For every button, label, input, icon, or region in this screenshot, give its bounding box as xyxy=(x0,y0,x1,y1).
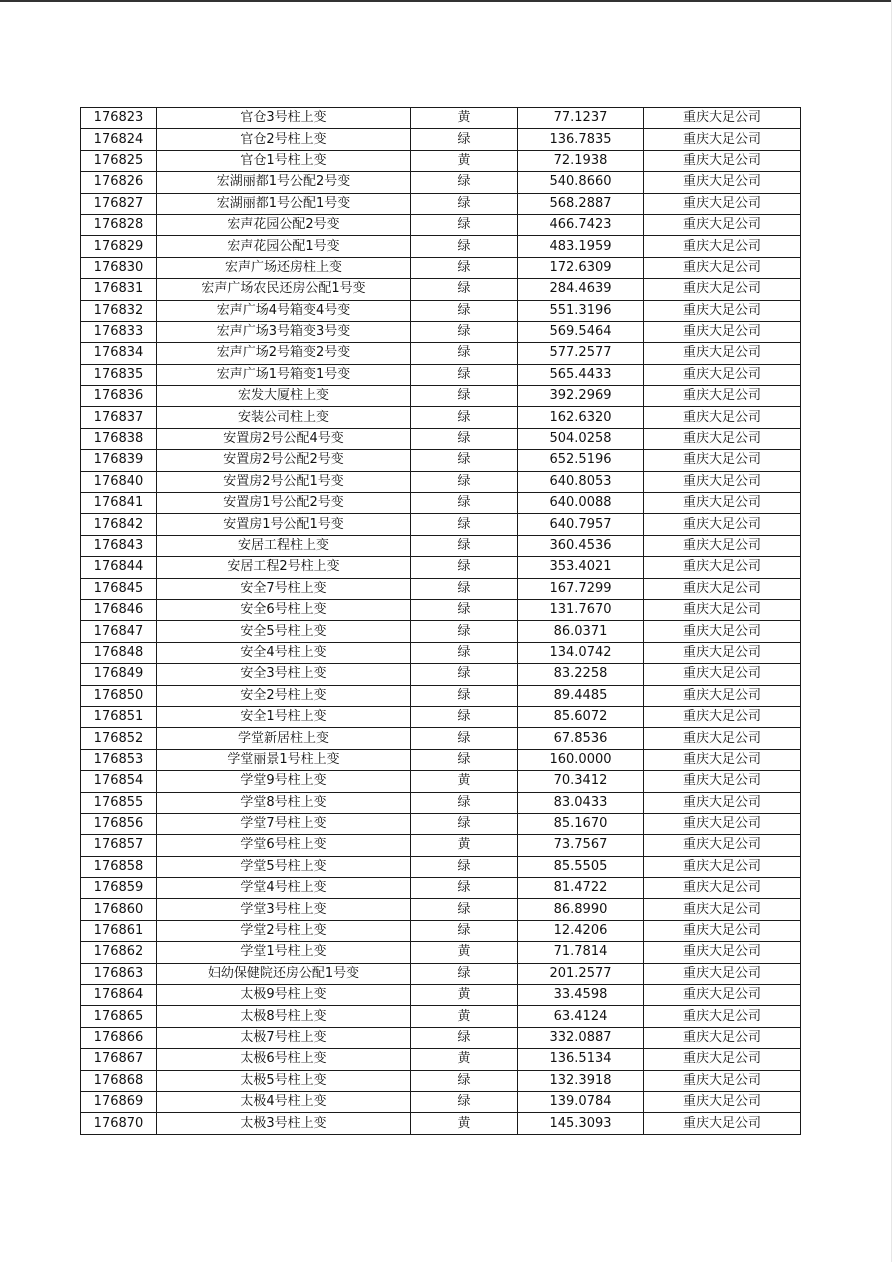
status-cell: 绿 xyxy=(411,685,518,706)
id-cell: 176850 xyxy=(81,685,157,706)
company-cell: 重庆大足公司 xyxy=(644,963,801,984)
id-cell: 176865 xyxy=(81,1006,157,1027)
id-cell: 176851 xyxy=(81,706,157,727)
status-cell: 绿 xyxy=(411,300,518,321)
value-cell: 466.7423 xyxy=(518,214,644,235)
company-cell: 重庆大足公司 xyxy=(644,621,801,642)
name-cell: 安装公司柱上变 xyxy=(157,407,411,428)
id-cell: 176834 xyxy=(81,343,157,364)
value-cell: 86.0371 xyxy=(518,621,644,642)
table-row xyxy=(81,279,801,300)
value-cell: 33.4598 xyxy=(518,985,644,1006)
id-cell: 176823 xyxy=(81,108,157,129)
value-cell: 551.3196 xyxy=(518,300,644,321)
table-body xyxy=(81,108,801,1135)
name-cell: 太极3号柱上变 xyxy=(157,1113,411,1134)
name-cell: 学堂8号柱上变 xyxy=(157,792,411,813)
table-row xyxy=(81,942,801,963)
company-cell: 重庆大足公司 xyxy=(644,1091,801,1112)
table-row xyxy=(81,706,801,727)
id-cell: 176861 xyxy=(81,920,157,941)
name-cell: 妇幼保健院还房公配1号变 xyxy=(157,963,411,984)
value-cell: 640.0088 xyxy=(518,493,644,514)
name-cell: 安居工程2号柱上变 xyxy=(157,557,411,578)
status-cell: 绿 xyxy=(411,471,518,492)
table-row xyxy=(81,364,801,385)
company-cell: 重庆大足公司 xyxy=(644,578,801,599)
status-cell: 绿 xyxy=(411,1027,518,1048)
id-cell: 176836 xyxy=(81,386,157,407)
table-row xyxy=(81,1070,801,1091)
table-row xyxy=(81,450,801,471)
value-cell: 360.4536 xyxy=(518,535,644,556)
value-cell: 134.0742 xyxy=(518,642,644,663)
company-cell: 重庆大足公司 xyxy=(644,835,801,856)
table-row xyxy=(81,792,801,813)
name-cell: 学堂9号柱上变 xyxy=(157,771,411,792)
id-cell: 176830 xyxy=(81,257,157,278)
id-cell: 176846 xyxy=(81,599,157,620)
id-cell: 176863 xyxy=(81,963,157,984)
name-cell: 官仓2号柱上变 xyxy=(157,129,411,150)
value-cell: 172.6309 xyxy=(518,257,644,278)
table-row xyxy=(81,835,801,856)
name-cell: 安全1号柱上变 xyxy=(157,706,411,727)
status-cell: 黄 xyxy=(411,1049,518,1070)
name-cell: 安全2号柱上变 xyxy=(157,685,411,706)
table-row xyxy=(81,1113,801,1134)
table-row xyxy=(81,343,801,364)
company-cell: 重庆大足公司 xyxy=(644,428,801,449)
status-cell: 绿 xyxy=(411,214,518,235)
company-cell: 重庆大足公司 xyxy=(644,343,801,364)
name-cell: 宏发大厦柱上变 xyxy=(157,386,411,407)
name-cell: 宏声广场1号箱变1号变 xyxy=(157,364,411,385)
value-cell: 86.8990 xyxy=(518,899,644,920)
status-cell: 绿 xyxy=(411,728,518,749)
id-cell: 176854 xyxy=(81,771,157,792)
value-cell: 540.8660 xyxy=(518,172,644,193)
id-cell: 176855 xyxy=(81,792,157,813)
status-cell: 绿 xyxy=(411,706,518,727)
table-row xyxy=(81,878,801,899)
company-cell: 重庆大足公司 xyxy=(644,985,801,1006)
table-row xyxy=(81,514,801,535)
table-row xyxy=(81,321,801,342)
value-cell: 67.8536 xyxy=(518,728,644,749)
company-cell: 重庆大足公司 xyxy=(644,407,801,428)
company-cell: 重庆大足公司 xyxy=(644,749,801,770)
table-row xyxy=(81,749,801,770)
id-cell: 176847 xyxy=(81,621,157,642)
id-cell: 176866 xyxy=(81,1027,157,1048)
value-cell: 565.4433 xyxy=(518,364,644,385)
name-cell: 安置房2号公配4号变 xyxy=(157,428,411,449)
name-cell: 安全5号柱上变 xyxy=(157,621,411,642)
company-cell: 重庆大足公司 xyxy=(644,450,801,471)
status-cell: 黄 xyxy=(411,108,518,129)
id-cell: 176828 xyxy=(81,214,157,235)
value-cell: 640.7957 xyxy=(518,514,644,535)
id-cell: 176827 xyxy=(81,193,157,214)
table-row xyxy=(81,985,801,1006)
status-cell: 绿 xyxy=(411,514,518,535)
status-cell: 黄 xyxy=(411,985,518,1006)
table-row xyxy=(81,471,801,492)
company-cell: 重庆大足公司 xyxy=(644,150,801,171)
id-cell: 176831 xyxy=(81,279,157,300)
value-cell: 73.7567 xyxy=(518,835,644,856)
status-cell: 绿 xyxy=(411,1070,518,1091)
table-row xyxy=(81,428,801,449)
company-cell: 重庆大足公司 xyxy=(644,942,801,963)
value-cell: 136.7835 xyxy=(518,129,644,150)
status-cell: 绿 xyxy=(411,493,518,514)
value-cell: 577.2577 xyxy=(518,343,644,364)
status-cell: 绿 xyxy=(411,257,518,278)
value-cell: 63.4124 xyxy=(518,1006,644,1027)
table-row xyxy=(81,771,801,792)
company-cell: 重庆大足公司 xyxy=(644,856,801,877)
name-cell: 安置房1号公配1号变 xyxy=(157,514,411,535)
table-row xyxy=(81,407,801,428)
status-cell: 绿 xyxy=(411,557,518,578)
name-cell: 学堂4号柱上变 xyxy=(157,878,411,899)
id-cell: 176870 xyxy=(81,1113,157,1134)
table-row xyxy=(81,493,801,514)
id-cell: 176838 xyxy=(81,428,157,449)
page-top-border xyxy=(0,0,892,2)
value-cell: 332.0887 xyxy=(518,1027,644,1048)
value-cell: 167.7299 xyxy=(518,578,644,599)
company-cell: 重庆大足公司 xyxy=(644,386,801,407)
status-cell: 绿 xyxy=(411,172,518,193)
table-row xyxy=(81,920,801,941)
company-cell: 重庆大足公司 xyxy=(644,108,801,129)
value-cell: 85.1670 xyxy=(518,813,644,834)
id-cell: 176825 xyxy=(81,150,157,171)
id-cell: 176839 xyxy=(81,450,157,471)
value-cell: 569.5464 xyxy=(518,321,644,342)
company-cell: 重庆大足公司 xyxy=(644,1070,801,1091)
name-cell: 太极6号柱上变 xyxy=(157,1049,411,1070)
table-row xyxy=(81,578,801,599)
table-row xyxy=(81,535,801,556)
id-cell: 176843 xyxy=(81,535,157,556)
status-cell: 绿 xyxy=(411,813,518,834)
id-cell: 176844 xyxy=(81,557,157,578)
status-cell: 绿 xyxy=(411,407,518,428)
name-cell: 宏声广场还房柱上变 xyxy=(157,257,411,278)
id-cell: 176842 xyxy=(81,514,157,535)
name-cell: 学堂新居柱上变 xyxy=(157,728,411,749)
status-cell: 绿 xyxy=(411,450,518,471)
status-cell: 绿 xyxy=(411,428,518,449)
table-row xyxy=(81,1027,801,1048)
status-cell: 绿 xyxy=(411,386,518,407)
table-row xyxy=(81,108,801,129)
value-cell: 12.4206 xyxy=(518,920,644,941)
name-cell: 安全6号柱上变 xyxy=(157,599,411,620)
status-cell: 绿 xyxy=(411,321,518,342)
status-cell: 黄 xyxy=(411,771,518,792)
table-row xyxy=(81,386,801,407)
company-cell: 重庆大足公司 xyxy=(644,878,801,899)
table-row xyxy=(81,1006,801,1027)
name-cell: 宏声花园公配2号变 xyxy=(157,214,411,235)
id-cell: 176829 xyxy=(81,236,157,257)
value-cell: 504.0258 xyxy=(518,428,644,449)
table-row xyxy=(81,300,801,321)
id-cell: 176869 xyxy=(81,1091,157,1112)
id-cell: 176837 xyxy=(81,407,157,428)
status-cell: 绿 xyxy=(411,621,518,642)
table-row xyxy=(81,214,801,235)
name-cell: 宏声花园公配1号变 xyxy=(157,236,411,257)
name-cell: 学堂3号柱上变 xyxy=(157,899,411,920)
company-cell: 重庆大足公司 xyxy=(644,1006,801,1027)
company-cell: 重庆大足公司 xyxy=(644,706,801,727)
company-cell: 重庆大足公司 xyxy=(644,557,801,578)
table-row xyxy=(81,685,801,706)
name-cell: 宏声广场3号箱变3号变 xyxy=(157,321,411,342)
id-cell: 176857 xyxy=(81,835,157,856)
company-cell: 重庆大足公司 xyxy=(644,728,801,749)
table-row xyxy=(81,856,801,877)
name-cell: 学堂7号柱上变 xyxy=(157,813,411,834)
company-cell: 重庆大足公司 xyxy=(644,364,801,385)
value-cell: 83.0433 xyxy=(518,792,644,813)
company-cell: 重庆大足公司 xyxy=(644,1049,801,1070)
name-cell: 太极9号柱上变 xyxy=(157,985,411,1006)
company-cell: 重庆大足公司 xyxy=(644,899,801,920)
id-cell: 176835 xyxy=(81,364,157,385)
id-cell: 176848 xyxy=(81,642,157,663)
table-row xyxy=(81,193,801,214)
value-cell: 160.0000 xyxy=(518,749,644,770)
name-cell: 太极7号柱上变 xyxy=(157,1027,411,1048)
status-cell: 绿 xyxy=(411,792,518,813)
company-cell: 重庆大足公司 xyxy=(644,493,801,514)
name-cell: 官仓3号柱上变 xyxy=(157,108,411,129)
value-cell: 89.4485 xyxy=(518,685,644,706)
name-cell: 安全4号柱上变 xyxy=(157,642,411,663)
table-row xyxy=(81,129,801,150)
company-cell: 重庆大足公司 xyxy=(644,471,801,492)
company-cell: 重庆大足公司 xyxy=(644,1113,801,1134)
id-cell: 176849 xyxy=(81,664,157,685)
company-cell: 重庆大足公司 xyxy=(644,599,801,620)
company-cell: 重庆大足公司 xyxy=(644,1027,801,1048)
name-cell: 宏湖丽都1号公配1号变 xyxy=(157,193,411,214)
id-cell: 176845 xyxy=(81,578,157,599)
status-cell: 绿 xyxy=(411,236,518,257)
id-cell: 176841 xyxy=(81,493,157,514)
id-cell: 176852 xyxy=(81,728,157,749)
table-row xyxy=(81,963,801,984)
company-cell: 重庆大足公司 xyxy=(644,535,801,556)
company-cell: 重庆大足公司 xyxy=(644,321,801,342)
value-cell: 640.8053 xyxy=(518,471,644,492)
status-cell: 绿 xyxy=(411,856,518,877)
value-cell: 81.4722 xyxy=(518,878,644,899)
company-cell: 重庆大足公司 xyxy=(644,920,801,941)
table-row xyxy=(81,642,801,663)
name-cell: 宏声广场4号箱变4号变 xyxy=(157,300,411,321)
value-cell: 652.5196 xyxy=(518,450,644,471)
table-row xyxy=(81,664,801,685)
id-cell: 176862 xyxy=(81,942,157,963)
company-cell: 重庆大足公司 xyxy=(644,257,801,278)
id-cell: 176840 xyxy=(81,471,157,492)
value-cell: 284.4639 xyxy=(518,279,644,300)
table-row xyxy=(81,150,801,171)
company-cell: 重庆大足公司 xyxy=(644,236,801,257)
value-cell: 136.5134 xyxy=(518,1049,644,1070)
id-cell: 176856 xyxy=(81,813,157,834)
table-row xyxy=(81,813,801,834)
status-cell: 绿 xyxy=(411,878,518,899)
table-row xyxy=(81,557,801,578)
table-row xyxy=(81,172,801,193)
value-cell: 85.5505 xyxy=(518,856,644,877)
name-cell: 宏湖丽都1号公配2号变 xyxy=(157,172,411,193)
status-cell: 绿 xyxy=(411,1091,518,1112)
table-row xyxy=(81,728,801,749)
company-cell: 重庆大足公司 xyxy=(644,685,801,706)
company-cell: 重庆大足公司 xyxy=(644,813,801,834)
value-cell: 71.7814 xyxy=(518,942,644,963)
status-cell: 绿 xyxy=(411,364,518,385)
id-cell: 176858 xyxy=(81,856,157,877)
value-cell: 131.7670 xyxy=(518,599,644,620)
company-cell: 重庆大足公司 xyxy=(644,792,801,813)
name-cell: 宏声广场2号箱变2号变 xyxy=(157,343,411,364)
status-cell: 绿 xyxy=(411,599,518,620)
name-cell: 学堂6号柱上变 xyxy=(157,835,411,856)
name-cell: 学堂5号柱上变 xyxy=(157,856,411,877)
name-cell: 学堂丽景1号柱上变 xyxy=(157,749,411,770)
name-cell: 太极8号柱上变 xyxy=(157,1006,411,1027)
value-cell: 83.2258 xyxy=(518,664,644,685)
id-cell: 176860 xyxy=(81,899,157,920)
value-cell: 162.6320 xyxy=(518,407,644,428)
id-cell: 176833 xyxy=(81,321,157,342)
value-cell: 145.3093 xyxy=(518,1113,644,1134)
status-cell: 黄 xyxy=(411,942,518,963)
status-cell: 绿 xyxy=(411,578,518,599)
status-cell: 黄 xyxy=(411,150,518,171)
name-cell: 学堂1号柱上变 xyxy=(157,942,411,963)
company-cell: 重庆大足公司 xyxy=(644,642,801,663)
id-cell: 176824 xyxy=(81,129,157,150)
company-cell: 重庆大足公司 xyxy=(644,172,801,193)
value-cell: 201.2577 xyxy=(518,963,644,984)
table-row xyxy=(81,621,801,642)
id-cell: 176826 xyxy=(81,172,157,193)
value-cell: 85.6072 xyxy=(518,706,644,727)
value-cell: 139.0784 xyxy=(518,1091,644,1112)
name-cell: 官仓1号柱上变 xyxy=(157,150,411,171)
table-row xyxy=(81,899,801,920)
value-cell: 483.1959 xyxy=(518,236,644,257)
status-cell: 黄 xyxy=(411,1113,518,1134)
table-row xyxy=(81,257,801,278)
id-cell: 176868 xyxy=(81,1070,157,1091)
status-cell: 黄 xyxy=(411,1006,518,1027)
name-cell: 太极4号柱上变 xyxy=(157,1091,411,1112)
status-cell: 绿 xyxy=(411,279,518,300)
company-cell: 重庆大足公司 xyxy=(644,279,801,300)
name-cell: 安置房1号公配2号变 xyxy=(157,493,411,514)
id-cell: 176864 xyxy=(81,985,157,1006)
company-cell: 重庆大足公司 xyxy=(644,771,801,792)
status-cell: 绿 xyxy=(411,129,518,150)
name-cell: 宏声广场农民还房公配1号变 xyxy=(157,279,411,300)
table-row xyxy=(81,599,801,620)
value-cell: 70.3412 xyxy=(518,771,644,792)
name-cell: 安置房2号公配1号变 xyxy=(157,471,411,492)
company-cell: 重庆大足公司 xyxy=(644,300,801,321)
company-cell: 重庆大足公司 xyxy=(644,664,801,685)
status-cell: 绿 xyxy=(411,535,518,556)
id-cell: 176832 xyxy=(81,300,157,321)
name-cell: 太极5号柱上变 xyxy=(157,1070,411,1091)
status-cell: 绿 xyxy=(411,642,518,663)
status-cell: 绿 xyxy=(411,343,518,364)
status-cell: 绿 xyxy=(411,664,518,685)
value-cell: 353.4021 xyxy=(518,557,644,578)
id-cell: 176867 xyxy=(81,1049,157,1070)
status-cell: 绿 xyxy=(411,193,518,214)
value-cell: 77.1237 xyxy=(518,108,644,129)
company-cell: 重庆大足公司 xyxy=(644,193,801,214)
transformer-data-table xyxy=(80,107,801,1135)
name-cell: 安全3号柱上变 xyxy=(157,664,411,685)
name-cell: 安全7号柱上变 xyxy=(157,578,411,599)
company-cell: 重庆大足公司 xyxy=(644,214,801,235)
value-cell: 568.2887 xyxy=(518,193,644,214)
status-cell: 黄 xyxy=(411,835,518,856)
name-cell: 安居工程柱上变 xyxy=(157,535,411,556)
status-cell: 绿 xyxy=(411,920,518,941)
value-cell: 72.1938 xyxy=(518,150,644,171)
status-cell: 绿 xyxy=(411,749,518,770)
company-cell: 重庆大足公司 xyxy=(644,129,801,150)
id-cell: 176859 xyxy=(81,878,157,899)
company-cell: 重庆大足公司 xyxy=(644,514,801,535)
table-row xyxy=(81,1049,801,1070)
name-cell: 学堂2号柱上变 xyxy=(157,920,411,941)
table-row xyxy=(81,236,801,257)
name-cell: 安置房2号公配2号变 xyxy=(157,450,411,471)
id-cell: 176853 xyxy=(81,749,157,770)
value-cell: 132.3918 xyxy=(518,1070,644,1091)
table-row xyxy=(81,1091,801,1112)
status-cell: 绿 xyxy=(411,963,518,984)
status-cell: 绿 xyxy=(411,899,518,920)
value-cell: 392.2969 xyxy=(518,386,644,407)
